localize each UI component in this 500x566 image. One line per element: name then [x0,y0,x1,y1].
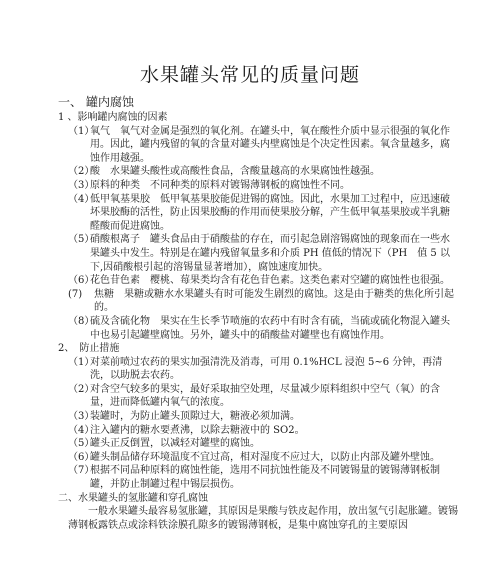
item-label: (7) [68,288,83,300]
list-item-measure-5 [58,437,458,451]
item-label: （3） [68,179,95,191]
item-text: 低甲氧基果胶 低甲氧基果胶能促进锡的腐蚀。因此，水果加工过程中，应迅速破坏果胶酶的活性，防止因果胶酶的作用而使果胶分解，产生低甲氧基果胶或半乳糖醛酸而促进腐蚀。 [90,193,450,232]
list-item-factor-1 [58,125,458,166]
item-text: 对含空气较多的果实，最好采取抽空处理，尽量减少原料组织中空气（氧）的含量，进而降低罐内氧气的浓度。 [90,383,440,409]
item-text: 酸 水果罐头酸性或高酸性食品，含酸量越高的水果腐蚀性越强。 [90,166,380,178]
item-text: 硫及含硫化物 果实在生长季节喷施的农药中有时含有硫，当硫或硫化物混入罐头中也易引起罐壁腐蚀。另外，罐头中的硝酸盐对罐壁也有腐蚀作用。 [90,315,450,341]
item-text: 罐头制品储存环境温度不宜过高，相对湿度不应过大，以防止内部及罐外壁蚀。 [90,451,440,463]
item-text: 氧气 氧气对金属是强烈的氧化剂。在罐头中，氧在酸性介质中显示很强的氧化作用。因此，罐内残留的氧的含量对罐头内壁腐蚀是个决定性因素。氧含量越多，腐蚀作用越强。 [90,125,450,164]
item-label: （5） [68,438,95,450]
section-title: 罐内腐蚀 [86,95,135,109]
item-label: （1） [68,125,95,137]
subheading-factors: 1 、影响罐内腐蚀的因素 [58,112,168,123]
item-text: 装罐时，为防止罐头顶隙过大，糖液必须加满。 [90,411,300,423]
list-item-factor-6 [58,274,458,288]
list-item-measure-7 [58,464,458,491]
list-item-factor-5 [58,233,458,274]
section-heading-2: 二、水果罐头的氢胀罐和穿孔腐蚀 [58,492,208,504]
list-item-factor-8 [58,315,458,342]
section-number: 一、 [58,95,83,109]
item-text: 硝酸根离子 罐头食品由于硝酸盐的存在，而引起急剧溶锡腐蚀的现象而在一些水果罐头中发生。特别是在罐内残留氧量多和介质 PH 值低的情况下（PH 值 5 以下,因硝酸根引起的溶锡量显著增加），腐蚀速度加快。 [90,234,450,273]
list-item-factor-3 [58,179,458,193]
item-text: 原料的种类 不同种类的原料对镀锡薄钢板的腐蚀性不同。 [90,179,350,191]
list-item-factor-4 [58,193,458,234]
item-text: 花色苷色素 樱桃、莓果类均含有花色苷色素。这类色素对空罐的腐蚀性也很强。 [90,275,450,287]
list-item-measure-2 [58,383,458,410]
item-text: 焦糖 果糖或糖水水果罐头有时可能发生剧烈的腐蚀。这是由于糖类的焦化所引起的。 [94,288,454,314]
item-text: 对菜前喷过农药的果实加强清洗及消毒，可用 0.1%HCL 浸泡 5~6 分钟，再清洗，以助脱去农药。 [90,356,443,382]
item-label: （6） [68,451,95,463]
item-label: （7） [68,465,95,477]
item-label: （4） [68,193,95,205]
list-item-measure-1 [58,356,458,383]
list-item-factor-7 [58,288,458,315]
item-label: （2） [68,383,95,395]
list-item-factor-2 [58,165,458,179]
item-text: 根据不同品种原料的腐蚀性能，选用不同抗蚀性能及不同镀锡量的镀锡薄钢板制罐，并防止制罐过程中锡层损伤。 [90,465,440,491]
document-title: 水果罐头常见的质量问题 [139,64,360,86]
item-label: （3） [68,411,95,423]
item-label: （8） [68,315,95,327]
item-label: （5） [68,234,95,246]
document-body [58,111,458,532]
item-label: （4） [68,424,95,436]
item-text: 罐头正反倒置，以减轻对罐壁的腐蚀。 [90,438,260,450]
list-item-measure-4 [58,424,458,438]
item-label: （2） [68,166,95,178]
list-item-measure-6 [58,451,458,465]
section-2-paragraph: 一般水果罐头最容易氢胀罐，其原因是果酸与铁皮起作用，放出氢气引起胀罐。镀锡薄钢板露铁点或涂料铁涂膜孔隙多的镀锡薄钢板，是集中腐蚀穿孔的主要原因 [68,506,458,531]
item-label: （6） [68,275,95,287]
section-heading-1 [58,93,134,110]
list-item-measure-3 [58,410,458,424]
subheading-measures: 2、 防止措施 [58,343,120,355]
item-text: 注入罐内的糖水要煮沸，以除去糖液中的 SO2。 [90,424,305,436]
item-label: （1） [68,356,95,368]
